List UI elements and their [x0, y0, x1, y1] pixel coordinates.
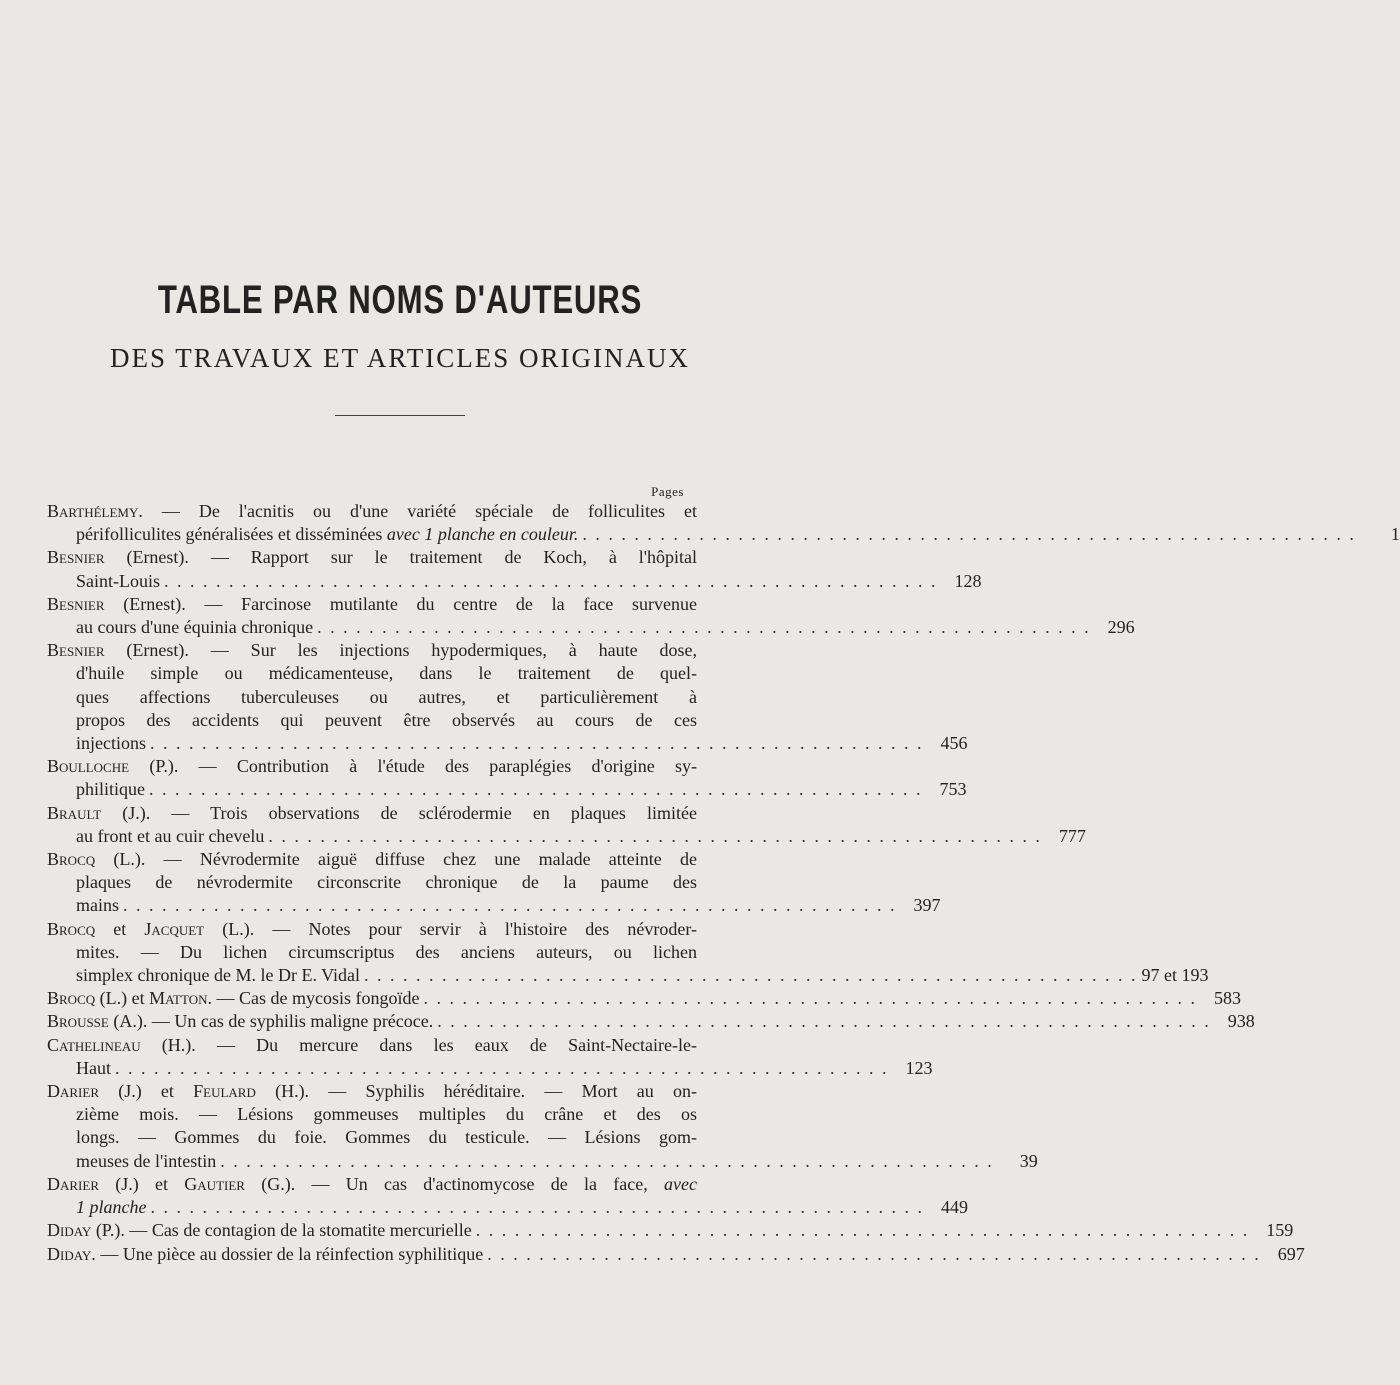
- entry-text: [47, 639, 697, 662]
- entry-text: [47, 1243, 483, 1266]
- entry-text: [47, 593, 697, 616]
- index-entry: [47, 802, 1086, 848]
- entry-text: [47, 755, 697, 778]
- dot-leader: . . . . . . . . . . . . . . . . . . . . . . . . . . . . . . . . . . . . . . . . . . . . . . . . . . . . . . . . . . . .: [475, 1220, 1250, 1241]
- entry-title-text: (A.). — Un cas de syphilis maligne précoce.: [108, 1011, 434, 1032]
- entry-title-text: au front et au cuir chevelu: [76, 825, 265, 846]
- page-number: 938: [1227, 1011, 1255, 1032]
- entry-line: [47, 1243, 1305, 1266]
- entry-line: [47, 570, 982, 593]
- author-name: Diday.: [47, 1243, 96, 1264]
- entry-line: [47, 709, 697, 732]
- entry-title-text: (P.). — Contribution à l'étude des paraplégies d'origine sy-: [129, 756, 697, 777]
- author-name: Brocq: [47, 849, 96, 870]
- entry-line: [47, 778, 967, 801]
- entry-title-text: périfolliculites généralisées et disséminées: [76, 524, 387, 545]
- entry-title-text: (L.) et: [95, 988, 150, 1009]
- entry-text: [76, 1103, 697, 1126]
- entry-text: [76, 941, 697, 964]
- entry-line: [47, 732, 968, 755]
- entry-line: [47, 546, 697, 569]
- page-subtitle: DES TRAVAUX ET ARTICLES ORIGINAUX: [110, 343, 690, 373]
- page-number: 159: [1266, 1220, 1294, 1241]
- entry-title-text: (H.). — Syphilis héréditaire. — Mort au on-: [255, 1081, 698, 1102]
- index-entry: [47, 755, 967, 801]
- dot-leader: . . . . . . . . . . . . . . . . . . . . . . . . . . . . . . . . . . . . . . . . . . . . . . . . . . . . . . . . . . . .: [364, 965, 1138, 986]
- entry-title-text: (Ernest). — Farcinose mutilante du centre de la face survenue: [104, 593, 697, 614]
- entry-title-text: au cours d'une équinia chronique: [76, 617, 314, 638]
- entry-title-text: (L.). — Notes pour servir à l'histoire des névroder-: [204, 918, 697, 939]
- entry-line: [47, 848, 697, 871]
- entry-line: [47, 686, 697, 709]
- entry-text: [76, 616, 313, 639]
- author-name: Darier: [47, 1173, 99, 1194]
- entry-line: [47, 894, 941, 917]
- index-entry: [47, 848, 941, 918]
- entry-title-text: propos des accidents qui peuvent être observés au cours de ces: [76, 709, 697, 730]
- entry-text: [47, 1010, 433, 1033]
- entry-line: [47, 662, 697, 685]
- entry-line: [47, 1173, 697, 1196]
- entry-line: [47, 1080, 697, 1103]
- author-name: Brocq: [47, 988, 96, 1009]
- dot-leader: . . . . . . . . . . . . . . . . . . . . . . . . . . . . . . . . . . . . . . . . . . . . . . . . . . . . . . . . . . . .: [220, 1150, 994, 1171]
- author-name: Besnier: [47, 593, 105, 614]
- entry-line: [47, 1219, 1294, 1242]
- index-entry: [47, 1034, 933, 1080]
- index-entry: [47, 546, 982, 592]
- entry-title-text: plaques de névrodermite circonscrite chronique de la paume des: [76, 872, 697, 893]
- entry-line: [47, 755, 697, 778]
- page-number: 397: [913, 895, 941, 916]
- author-name: Cathelineau: [47, 1034, 141, 1055]
- entry-title-text: meuses de l'intestin: [76, 1150, 217, 1171]
- page-number: 97 et 193: [1141, 965, 1209, 986]
- entry-text: [47, 918, 697, 941]
- entry-title-text: — Une pièce au dossier de la réinfection syphilitique: [95, 1243, 484, 1264]
- entry-title-text: (J.) et: [99, 1081, 194, 1102]
- page-number: 583: [1213, 988, 1241, 1009]
- entry-line: [47, 1126, 697, 1149]
- page-number: 128: [954, 570, 982, 591]
- page-number: 449: [940, 1197, 968, 1218]
- entry-title-text: (H.). — Du mercure dans les eaux de Saint-Nectaire-le-: [140, 1034, 697, 1055]
- page-number: 123: [905, 1057, 933, 1078]
- entry-text: [76, 871, 697, 894]
- dot-leader: . . . . . . . . . . . . . . . . . . . . . . . . . . . . . . . . . . . . . . . . . . . . . . . . . . . . . . . . . . . .: [149, 779, 923, 800]
- dot-leader: . . . . . . . . . . . . . . . . . . . . . . . . . . . . . . . . . . . . . . . . . . . . . . . . . . . . . . . . . . . .: [423, 988, 1197, 1009]
- entry-title-text: (J.) et: [99, 1173, 185, 1194]
- entry-text: [47, 848, 697, 871]
- entry-title-text: (J.). — Trois observations de sclérodermie en plaques limitée: [101, 802, 697, 823]
- entry-line: [47, 1034, 697, 1057]
- entry-text: [47, 546, 697, 569]
- entry-title-text: (L.). — Névrodermite aiguë diffuse chez une malade atteinte de: [95, 849, 697, 870]
- italic-text: 1 planche: [76, 1197, 147, 1218]
- entry-text: [76, 894, 119, 917]
- entry-text: [76, 778, 145, 801]
- dot-leader: . . . . . . . . . . . . . . . . . . . . . . . . . . . . . . . . . . . . . . . . . . . . . . . . . . . . . . . . . . . .: [150, 733, 924, 754]
- entry-line: [47, 941, 697, 964]
- coauthor-name: Jacquet: [144, 918, 205, 939]
- entry-title-text: et: [95, 918, 145, 939]
- dot-leader: . . . . . . . . . . . . . . . . . . . . . . . . . . . . . . . . . . . . . . . . . . . . . . . . . . . . . . . . . . . .: [582, 524, 1356, 545]
- entry-line: [47, 871, 697, 894]
- author-name: Boulloche: [47, 756, 130, 777]
- entry-line: [47, 1103, 697, 1126]
- author-name: Besnier: [47, 547, 105, 568]
- author-name: Besnier: [47, 640, 105, 661]
- entry-title-text: simplex chronique de M. le Dr E. Vidal: [76, 965, 361, 986]
- entry-line: [47, 1057, 933, 1080]
- index-entry: [47, 500, 1400, 546]
- dot-leader: . . . . . . . . . . . . . . . . . . . . . . . . . . . . . . . . . . . . . . . . . . . . . . . . . . . . . . . . . . . .: [268, 825, 1042, 846]
- entry-line: [47, 523, 1400, 546]
- index-entry: [47, 1010, 1255, 1033]
- coauthor-name: Feulard: [193, 1081, 256, 1102]
- page-title: TABLE PAR NOMS D'AUTEURS: [157, 278, 643, 322]
- dot-leader: . . . . . . . . . . . . . . . . . . . . . . . . . . . . . . . . . . . . . . . . . . . . . . . . . . . . . . . . . . . .: [487, 1243, 1261, 1264]
- author-name: Brocq: [47, 918, 96, 939]
- page-number: 777: [1058, 825, 1086, 846]
- entry-line: [47, 964, 1209, 987]
- entry-line: [47, 500, 697, 523]
- dot-leader: . . . . . . . . . . . . . . . . . . . . . . . . . . . . . . . . . . . . . . . . . . . . . . . . . . . . . . . . . . . .: [317, 617, 1091, 638]
- entry-title-text: d'huile simple ou médicamenteuse, dans le traitement de quel-: [76, 663, 697, 684]
- dot-leader: . . . . . . . . . . . . . . . . . . . . . . . . . . . . . . . . . . . . . . . . . . . . . . . . . . . . . . . . . . . .: [123, 895, 897, 916]
- dot-leader: . . . . . . . . . . . . . . . . . . . . . . . . . . . . . . . . . . . . . . . . . . . . . . . . . . . . . . . . . . . .: [150, 1197, 924, 1218]
- page-number: 39: [1019, 1150, 1038, 1171]
- entry-title-text: philitique: [76, 779, 145, 800]
- dot-leader: . . . . . . . . . . . . . . . . . . . . . . . . . . . . . . . . . . . . . . . . . . . . . . . . . . . . . . . . . . . .: [115, 1057, 889, 1078]
- entry-line: [47, 1150, 1038, 1173]
- italic-text: avec 1 planche en couleur.: [386, 524, 579, 545]
- index-entry: [47, 918, 1209, 988]
- entry-title-text: (G.). — Un cas d'actinomycose de la face,: [244, 1173, 665, 1194]
- entry-title-text: zième mois. — Lésions gommeuses multiples du crâne et des os: [76, 1104, 697, 1125]
- page-number: 296: [1107, 617, 1135, 638]
- index-entry: [47, 1080, 1038, 1173]
- entry-text: [76, 570, 160, 593]
- coauthor-name: Gautier: [184, 1173, 245, 1194]
- entry-text: [76, 1150, 216, 1173]
- index-entry: [47, 1173, 968, 1219]
- page-number: 697: [1277, 1243, 1305, 1264]
- index-entry: [47, 987, 1241, 1010]
- entry-text: [76, 709, 697, 732]
- dot-leader: . . . . . . . . . . . . . . . . . . . . . . . . . . . . . . . . . . . . . . . . . . . . . . . . . . . . . . . . . . . .: [164, 570, 938, 591]
- entry-text: [76, 825, 264, 848]
- entry-text: [76, 662, 697, 685]
- entry-text: [76, 523, 578, 546]
- entry-text: [47, 1219, 472, 1242]
- entry-text: [47, 802, 697, 825]
- page-number: 753: [939, 779, 967, 800]
- entry-text: [76, 686, 697, 709]
- pages-column-label: Pages: [651, 484, 684, 499]
- entry-title-text: longs. — Gommes du foie. Gommes du testicule. — Lésions gom-: [76, 1127, 697, 1148]
- entry-line: [47, 616, 1135, 639]
- entry-title-text: (P.). — Cas de contagion de la stomatite mercurielle: [91, 1220, 472, 1241]
- entry-text: [76, 1057, 111, 1080]
- entry-title-text: . — Cas de mycosis fongoïde: [207, 988, 420, 1009]
- entry-title-text: (Ernest). — Sur les injections hypodermiques, à haute dose,: [104, 640, 697, 661]
- entry-text: [76, 732, 146, 755]
- entry-text: [47, 1080, 697, 1103]
- entry-line: [47, 639, 697, 662]
- entry-text: [47, 1034, 697, 1057]
- index-entry: [47, 593, 1135, 639]
- entry-text: [76, 1196, 146, 1219]
- entry-title-text: mains: [76, 895, 119, 916]
- index-entry: [47, 1219, 1294, 1242]
- entry-text: [47, 500, 697, 523]
- entry-title-text: injections: [76, 733, 146, 754]
- entry-line: [47, 825, 1086, 848]
- coauthor-name: Matton: [149, 988, 208, 1009]
- entry-text: [76, 964, 360, 987]
- entry-title-text: mites. — Du lichen circumscriptus des anciens auteurs, ou lichen: [76, 941, 697, 962]
- index-entry: [47, 639, 968, 755]
- author-name: Brault: [47, 802, 102, 823]
- entry-line: [47, 593, 697, 616]
- author-name: Diday: [47, 1220, 92, 1241]
- author-name: Brousse: [47, 1011, 109, 1032]
- author-index-list: [47, 500, 1400, 1266]
- entry-line: [47, 802, 697, 825]
- entry-title-text: (Ernest). — Rapport sur le traitement de Koch, à l'hôpital: [104, 547, 697, 568]
- entry-title-text: Saint-Louis: [76, 570, 160, 591]
- entry-line: [47, 918, 697, 941]
- entry-title-text: ques affections tuberculeuses ou autres, et particulièrement à: [76, 686, 697, 707]
- author-name: Barthélemy.: [47, 501, 143, 521]
- entry-title-text: — De l'acnitis ou d'une variété spéciale de folliculites et: [142, 501, 697, 521]
- dot-leader: . . . . . . . . . . . . . . . . . . . . . . . . . . . . . . . . . . . . . . . . . . . . . . . . . . . . . . . . . . . .: [437, 1011, 1211, 1032]
- entry-text: [47, 987, 419, 1010]
- index-entry: [47, 1243, 1305, 1266]
- page-number: 1: [1390, 524, 1400, 545]
- author-name: Darier: [47, 1081, 99, 1102]
- entry-text: [47, 1173, 697, 1196]
- entry-text: [76, 1126, 697, 1149]
- entry-title-text: Haut: [76, 1057, 111, 1078]
- title-divider: [335, 415, 465, 416]
- page-number: 456: [940, 733, 968, 754]
- entry-line: [47, 987, 1241, 1010]
- entry-line: [47, 1010, 1255, 1033]
- italic-text: avec: [664, 1173, 697, 1194]
- entry-line: [47, 1196, 968, 1219]
